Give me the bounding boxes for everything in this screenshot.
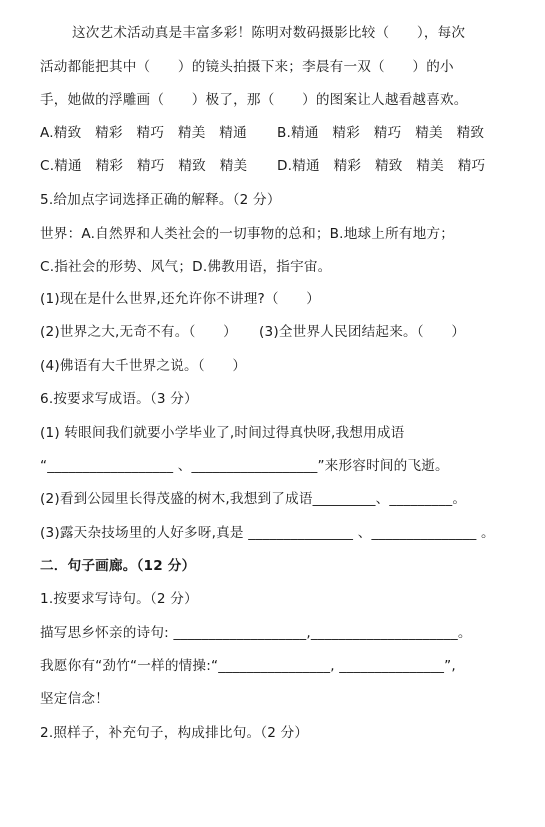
section-2-q2-title: 2.照样子，补充句子，构成排比句。（2 分） [40, 725, 309, 741]
passage-line-2: 活动都能把其中（ ）的镜头拍摄下来；李晨有一双（ ）的小 [40, 59, 454, 75]
options-row-2 [40, 157, 515, 175]
option-d: D.精通 精彩 精致 精美 精巧 [277, 158, 486, 174]
bamboo-line-end: 坚定信念！ [40, 691, 109, 707]
question-5-item-1: (1)现在是什么世界,还允许你不讲理?（ ） [40, 291, 321, 307]
bamboo-blank-line: 我愿你有“劲竹“一样的情操:“________________, _______________”, [40, 658, 456, 674]
definition-line-1: 世界：A.自然界和人类社会的一切事物的总和；B.地球上所有地方； [40, 226, 455, 242]
question-6-item-3: (3)露天杂技场里的人好多呀,真是 _______________ 、_______________ 。 [40, 525, 495, 541]
option-b: B.精通 精彩 精巧 精美 精致 [277, 125, 485, 141]
question-5-item-3: (3)全世界人民团结起来。（ ） [259, 324, 466, 340]
question-5-item-2: (2)世界之大,无奇不有。（ ） [40, 324, 237, 340]
section-2-title: 二．句子画廊。（12 分） [40, 558, 196, 574]
passage-line-1: 这次艺术活动真是丰富多彩！陈明对数码摄影比较（ ），每次 [72, 25, 466, 41]
question-5-title: 5.给加点字词选择正确的解释。（2 分） [40, 192, 281, 208]
definition-line-2: C.指社会的形势、风气；D.佛教用语，指宇宙。 [40, 259, 332, 275]
options-row-1 [40, 124, 515, 142]
question-5-items-2-3 [40, 323, 515, 341]
question-5-item-4: (4)佛语有大千世界之说。（ ） [40, 358, 247, 374]
question-6-item-2: (2)看到公园里长得茂盛的树木,我想到了成语_________、_________。 [40, 491, 467, 507]
poem-blank-line: 描写思乡怀亲的诗句: ___________________,_____________________。 [40, 625, 472, 641]
question-6-item-1: (1) 转眼间我们就要小学毕业了,时间过得真快呀,我想用成语 [40, 425, 405, 441]
passage-line-3: 手，她做的浮雕画（ ）极了，那（ ）的图案让人越看越喜欢。 [40, 92, 468, 108]
question-6-item-1-blanks: “__________________ 、__________________”来形容时间的飞逝。 [40, 458, 449, 474]
question-6-title: 6.按要求写成语。（3 分） [40, 391, 198, 407]
option-a: A.精致 精彩 精巧 精美 精通 [40, 125, 247, 141]
section-2-q1-title: 1.按要求写诗句。（2 分） [40, 591, 198, 607]
option-c: C.精通 精彩 精巧 精致 精美 [40, 158, 248, 174]
